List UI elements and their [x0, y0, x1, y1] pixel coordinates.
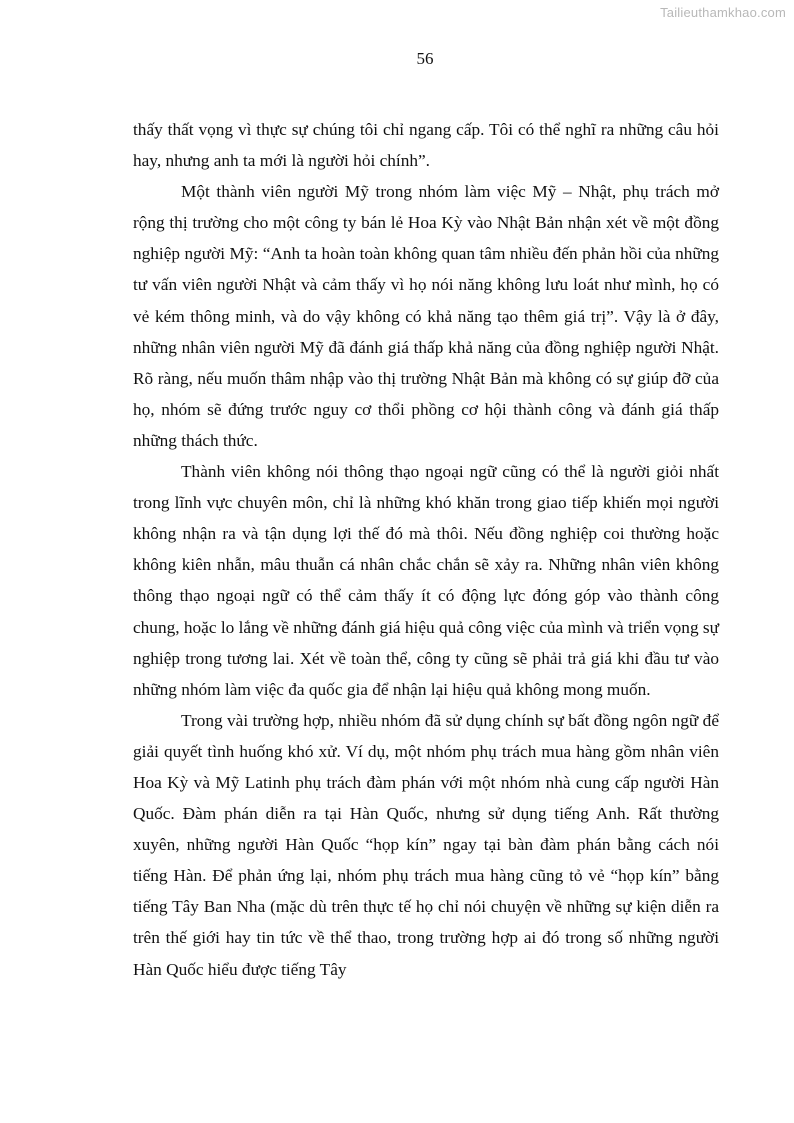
paragraph: Một thành viên người Mỹ trong nhóm làm việc Mỹ – Nhật, phụ trách mở rộng thị trường cho một công ty bán lẻ Hoa Kỳ vào Nhật Bản nhận xét về một đồng nghiệp người Mỹ: “Anh ta hoàn toàn không quan tâm nhiều đến phản hồi của những tư vấn viên người Nhật và cảm thấy vì họ nói năng không lưu loát như mình, họ có vẻ kém thông minh, và do vậy không có khả năng tạo thêm giá trị”. Vậy là ở đây, những nhân viên người Mỹ đã đánh giá thấp khả năng của đồng nghiệp người Nhật. Rõ ràng, nếu muốn thâm nhập vào thị trường Nhật Bản mà không có sự giúp đỡ của họ, nhóm sẽ đứng trước nguy cơ thổi phồng cơ hội thành công và đánh giá thấp những thách thức.: [133, 182, 719, 450]
paragraph-continued: thấy thất vọng vì thực sự chúng tôi chỉ ngang cấp. Tôi có thể nghĩ ra những câu hỏi hay, nhưng anh ta mới là người hỏi chính”.: [133, 120, 719, 171]
paragraph: Thành viên không nói thông thạo ngoại ngữ cũng có thể là người giỏi nhất trong lĩnh vực chuyên môn, chỉ là những khó khăn trong giao tiếp khiến mọi người không nhận ra và tận dụng lợi thế đó mà thôi. Nếu đồng nghiệp coi thường hoặc không kiên nhẫn, mâu thuẫn cá nhân chắc chắn sẽ xảy ra. Những nhân viên không thông thạo ngoại ngữ có thể cảm thấy ít có động lực đóng góp vào thành công chung, hoặc lo lắng về những đánh giá hiệu quả công việc của mình và triển vọng sự nghiệp trong tương lai. Xét về toàn thể, công ty cũng sẽ phải trả giá khi đầu tư vào những nhóm làm việc đa quốc gia để nhận lại hiệu quả không mong muốn.: [133, 462, 719, 699]
paragraph: Trong vài trường hợp, nhiều nhóm đã sử dụng chính sự bất đồng ngôn ngữ để giải quyết tình huống khó xử. Ví dụ, một nhóm phụ trách mua hàng gồm nhân viên Hoa Kỳ và Mỹ Latinh phụ trách đàm phán với một nhóm nhà cung cấp người Hàn Quốc. Đàm phán diễn ra tại Hàn Quốc, nhưng sử dụng tiếng Anh. Rất thường xuyên, những người Hàn Quốc “họp kín” ngay tại bàn đàm phán bằng cách nói tiếng Hàn. Để phản ứng lại, nhóm phụ trách mua hàng cũng tỏ vẻ “họp kín” bằng tiếng Tây Ban Nha (mặc dù trên thực tế họ chỉ nói chuyện về những sự kiện diễn ra trên thế giới hay tin tức về thể thao, trong trường hợp ai đó trong số những người Hàn Quốc hiểu được tiếng Tây: [133, 710, 719, 979]
page-number: 56: [416, 49, 434, 68]
watermark: Tailieuthamkhao.com: [660, 5, 786, 20]
page-body: [133, 114, 719, 985]
